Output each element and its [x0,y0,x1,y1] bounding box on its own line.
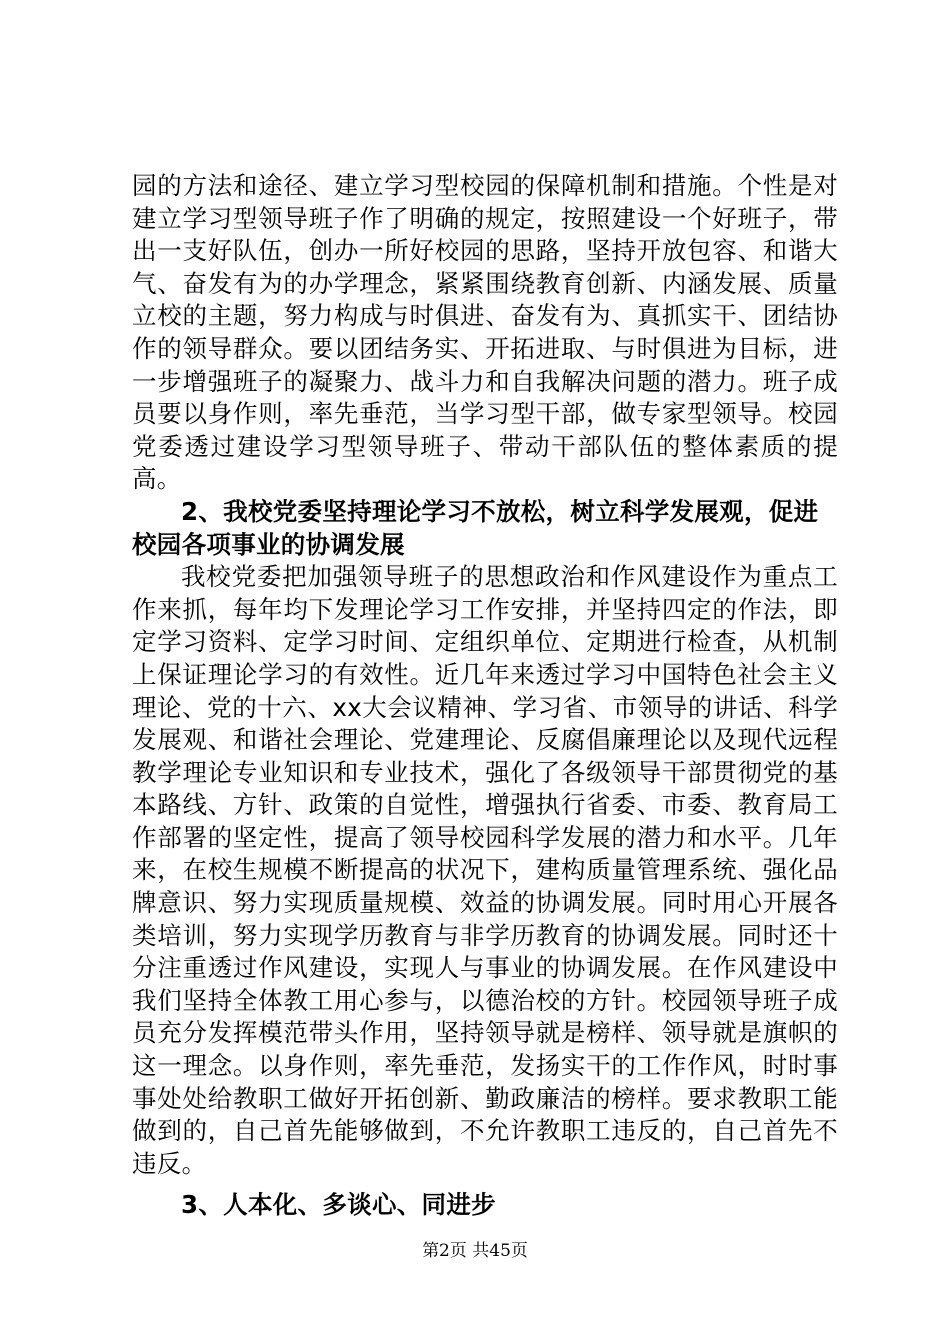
document-body [132,170,838,1222]
body-paragraph: 园的方法和途径、建立学习型校园的保障机制和措施。个性是对建立学习型领导班子作了明确的规定，按照建设一个好班子，带出一支好队伍，创办一所好校园的思路，坚持开放包容、和谐大气、奋发有为的办学理念，紧紧围绕教育创新、内涵发展、质量立校的主题，努力构成与时俱进、奋发有为、真抓实干、团结协作的领导群众。要以团结务实、开拓进取、与时俱进为目标，进一步增强班子的凝聚力、战斗力和自我解决问题的潜力。班子成员要以身作则，率先垂范，当学习型干部，做专家型领导。校园党委透过建设学习型领导班子、带动干部队伍的整体素质的提高。 [132,171,838,494]
page-footer: 第2页 共45页 [422,1241,528,1261]
section-heading: 3、人本化、多谈心、同进步 [181,1190,496,1220]
section-heading: 2、我校党委坚持理论学习不放松，树立科学发展观，促进校园各项事业的协调发展 [132,496,819,559]
body-paragraph: 我校党委把加强领导班子的思想政治和作风建设作为重点工作来抓，每年均下发理论学习工作安排，并坚持四定的作法，即定学习资料、定学习时间、定组织单位、定期进行检查，从机制上保证理论学习的有效性。近几年来透过学习中国特色社会主义理论、党的十六、xx大会议精神、学习省、市领导的讲话、科学发展观、和谐社会理论、党建理论、反腐倡廉理论以及现代远程教学理论专业知识和专业技术，强化了各级领导干部贯彻党的基本路线、方针、政策的自觉性，增强执行省委、市委、教育局工作部署的坚定性，提高了领导校园科学发展的潜力和水平。几年来，在校生规模不断提高的状况下，建构质量管理系统、强化品牌意识、努力实现质量规模、效益的协调发展。同时用心开展各类培训，努力实现学历教育与非学历教育的协调发展。同时还十分注重透过作风建设，实现人与事业的协调发展。在作风建设中我们坚持全体教工用心参与，以德治校的方针。校园领导班子成员充分发挥模范带头作用，坚持领导就是榜样、领导就是旗帜的这一理念。以身作则，率先垂范，发扬实干的工作作风，时时事事处处给教职工做好开拓创新、勤政廉洁的榜样。要求教职工能做到的，自己首先能够做到，不允许教职工违反的，自己首先不违反。 [132,562,838,1178]
